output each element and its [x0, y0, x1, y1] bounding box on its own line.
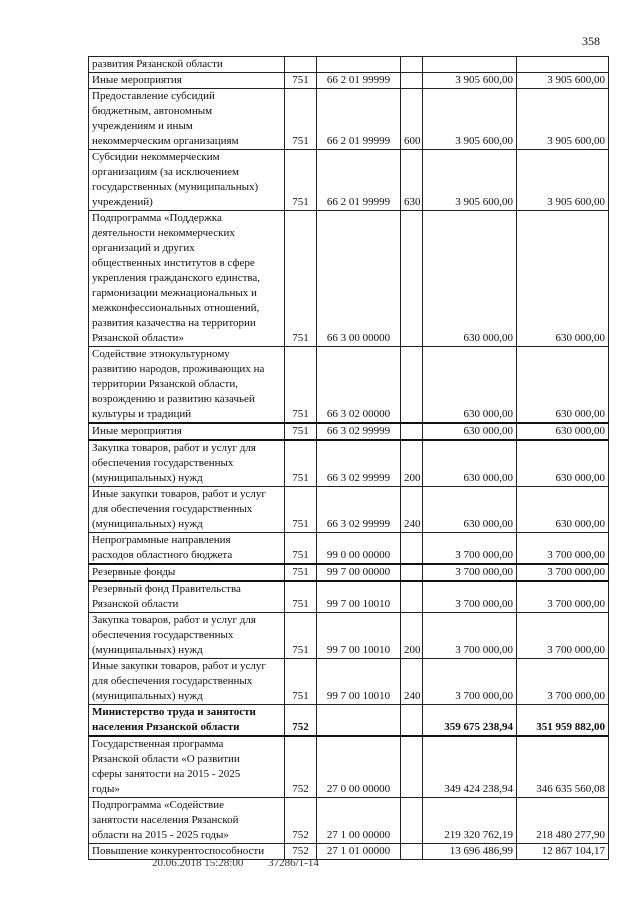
- cell-ved: 752: [285, 705, 317, 737]
- cell-expense-type: 600: [401, 89, 423, 150]
- table-row: [89, 659, 609, 705]
- cell-name: Иные закупки товаров, работ и услуг для обеспечения государственных (муниципальных) нужд: [89, 659, 285, 705]
- cell-amount-1: 3 700 000,00: [423, 613, 517, 659]
- table-row: [89, 347, 609, 424]
- cell-name: Предоставление субсидий бюджетным, автономным учреждениям и иным некоммерческим организациям: [89, 89, 285, 150]
- cell-amount-2: 3 700 000,00: [517, 564, 609, 581]
- cell-target-code: 99 7 00 00000: [317, 564, 401, 581]
- cell-amount-1: 630 000,00: [423, 423, 517, 440]
- cell-amount-2: 3 700 000,00: [517, 533, 609, 565]
- table-row: [89, 798, 609, 844]
- table-row: [89, 150, 609, 211]
- cell-ved: 751: [285, 487, 317, 533]
- cell-name: Закупка товаров, работ и услуг для обеспечения государственных (муниципальных) нужд: [89, 613, 285, 659]
- footer-timestamp: 20.06.2018 15:28:00: [152, 857, 244, 869]
- cell-expense-type: 200: [401, 440, 423, 487]
- cell-amount-2: 630 000,00: [517, 211, 609, 347]
- cell-amount-1: 630 000,00: [423, 347, 517, 424]
- cell-amount-1: 630 000,00: [423, 487, 517, 533]
- cell-ved: 751: [285, 613, 317, 659]
- cell-expense-type: [401, 798, 423, 844]
- cell-amount-1: 630 000,00: [423, 211, 517, 347]
- cell-name: Иные закупки товаров, работ и услуг для обеспечения государственных (муниципальных) нужд: [89, 487, 285, 533]
- table-row: [89, 57, 609, 73]
- cell-amount-2: 3 700 000,00: [517, 659, 609, 705]
- cell-amount-1: 3 700 000,00: [423, 533, 517, 565]
- cell-amount-2: 346 635 560,08: [517, 736, 609, 798]
- cell-amount-1: 13 696 486,99: [423, 844, 517, 860]
- cell-amount-1: 359 675 238,94: [423, 705, 517, 737]
- cell-ved: [285, 57, 317, 73]
- cell-name: Резервный фонд Правительства Рязанской области: [89, 581, 285, 613]
- table-row: [89, 423, 609, 440]
- cell-expense-type: 200: [401, 613, 423, 659]
- table-row: [89, 581, 609, 613]
- cell-amount-1: 3 905 600,00: [423, 73, 517, 89]
- cell-name: Резервные фонды: [89, 564, 285, 581]
- cell-target-code: 66 2 01 99999: [317, 73, 401, 89]
- cell-expense-type: [401, 211, 423, 347]
- cell-name: Содействие этнокультурному развитию народов, проживающих на территории Рязанской области, возрождению и развитию казачьей культуры и традиций: [89, 347, 285, 424]
- cell-name: Иные мероприятия: [89, 73, 285, 89]
- cell-name: Подпрограмма «Поддержка деятельности некоммерческих организаций и других общественных институтов в сфере укрепления гражданского единства, гармонизации межнациональных и межконфессиональных отношений, развития казачества на территории Рязанской области»: [89, 211, 285, 347]
- cell-expense-type: [401, 844, 423, 860]
- cell-name: Государственная программа Рязанской области «О развитии сферы занятости на 2015 - 2025 годы»: [89, 736, 285, 798]
- cell-expense-type: [401, 423, 423, 440]
- cell-expense-type: [401, 705, 423, 737]
- cell-name: Повышение конкурентоспособности: [89, 844, 285, 860]
- cell-name: Субсидии некоммерческим организациям (за исключением государственных (муниципальных) учреждений): [89, 150, 285, 211]
- cell-target-code: 99 7 00 10010: [317, 581, 401, 613]
- cell-expense-type: 240: [401, 487, 423, 533]
- cell-target-code: [317, 705, 401, 737]
- table-row: [89, 487, 609, 533]
- cell-amount-1: 630 000,00: [423, 440, 517, 487]
- cell-amount-1: 3 905 600,00: [423, 150, 517, 211]
- cell-amount-1: 3 700 000,00: [423, 564, 517, 581]
- page-number: 358: [582, 34, 600, 48]
- cell-amount-1: 3 905 600,00: [423, 89, 517, 150]
- cell-amount-2: 630 000,00: [517, 423, 609, 440]
- cell-amount-2: 3 905 600,00: [517, 89, 609, 150]
- cell-target-code: 27 1 01 00000: [317, 844, 401, 860]
- cell-amount-2: 630 000,00: [517, 347, 609, 424]
- cell-ved: 751: [285, 73, 317, 89]
- cell-target-code: 66 3 02 99999: [317, 423, 401, 440]
- cell-ved: 751: [285, 564, 317, 581]
- cell-amount-1: 3 700 000,00: [423, 659, 517, 705]
- cell-amount-2: 12 867 104,17: [517, 844, 609, 860]
- cell-amount-2: 630 000,00: [517, 440, 609, 487]
- cell-target-code: 99 7 00 10010: [317, 613, 401, 659]
- cell-name: Министерство труда и занятости населения Рязанской области: [89, 705, 285, 737]
- budget-table: [88, 56, 609, 860]
- cell-expense-type: 240: [401, 659, 423, 705]
- cell-ved: 751: [285, 347, 317, 424]
- cell-amount-1: 349 424 238,94: [423, 736, 517, 798]
- cell-expense-type: [401, 564, 423, 581]
- cell-expense-type: [401, 57, 423, 73]
- cell-amount-2: 3 700 000,00: [517, 613, 609, 659]
- cell-amount-2: [517, 57, 609, 73]
- cell-name: Иные мероприятия: [89, 423, 285, 440]
- cell-ved: 751: [285, 581, 317, 613]
- page-footer: [152, 857, 319, 869]
- cell-ved: 752: [285, 798, 317, 844]
- cell-name: развития Рязанской области: [89, 57, 285, 73]
- cell-ved: 752: [285, 844, 317, 860]
- cell-name: Подпрограмма «Содействие занятости населения Рязанской области на 2015 - 2025 годы»: [89, 798, 285, 844]
- table-row: [89, 564, 609, 581]
- cell-amount-2: 3 905 600,00: [517, 150, 609, 211]
- cell-target-code: 66 3 00 00000: [317, 211, 401, 347]
- table-row: [89, 89, 609, 150]
- cell-target-code: 99 0 00 00000: [317, 533, 401, 565]
- cell-ved: 751: [285, 211, 317, 347]
- cell-expense-type: [401, 581, 423, 613]
- table-body: [89, 57, 609, 860]
- cell-target-code: 66 3 02 00000: [317, 347, 401, 424]
- table-row: [89, 73, 609, 89]
- cell-amount-2: 218 480 277,90: [517, 798, 609, 844]
- cell-target-code: 27 1 00 00000: [317, 798, 401, 844]
- cell-expense-type: [401, 347, 423, 424]
- cell-name: Непрограммные направления расходов областного бюджета: [89, 533, 285, 565]
- table-row: [89, 533, 609, 565]
- table-row: [89, 736, 609, 798]
- cell-amount-2: 3 905 600,00: [517, 73, 609, 89]
- table-row: [89, 211, 609, 347]
- cell-target-code: 66 2 01 99999: [317, 150, 401, 211]
- cell-name: Закупка товаров, работ и услуг для обеспечения государственных (муниципальных) нужд: [89, 440, 285, 487]
- cell-target-code: [317, 57, 401, 73]
- cell-expense-type: [401, 533, 423, 565]
- cell-amount-2: 3 700 000,00: [517, 581, 609, 613]
- cell-amount-1: 219 320 762,19: [423, 798, 517, 844]
- cell-ved: 752: [285, 736, 317, 798]
- cell-ved: 751: [285, 659, 317, 705]
- cell-amount-1: 3 700 000,00: [423, 581, 517, 613]
- cell-ved: 751: [285, 150, 317, 211]
- cell-ved: 751: [285, 89, 317, 150]
- cell-amount-2: 630 000,00: [517, 487, 609, 533]
- footer-doc-id: 37286/1-14: [268, 857, 319, 869]
- cell-ved: 751: [285, 423, 317, 440]
- table-row: [89, 613, 609, 659]
- cell-target-code: 66 3 02 99999: [317, 487, 401, 533]
- cell-target-code: 27 0 00 00000: [317, 736, 401, 798]
- cell-ved: 751: [285, 440, 317, 487]
- cell-target-code: 66 3 02 99999: [317, 440, 401, 487]
- table-row: [89, 440, 609, 487]
- cell-amount-1: [423, 57, 517, 73]
- cell-target-code: 99 7 00 10010: [317, 659, 401, 705]
- cell-expense-type: [401, 736, 423, 798]
- cell-expense-type: 630: [401, 150, 423, 211]
- cell-ved: 751: [285, 533, 317, 565]
- cell-expense-type: [401, 73, 423, 89]
- cell-target-code: 66 2 01 99999: [317, 89, 401, 150]
- cell-amount-2: 351 959 882,00: [517, 705, 609, 737]
- table-row: [89, 705, 609, 737]
